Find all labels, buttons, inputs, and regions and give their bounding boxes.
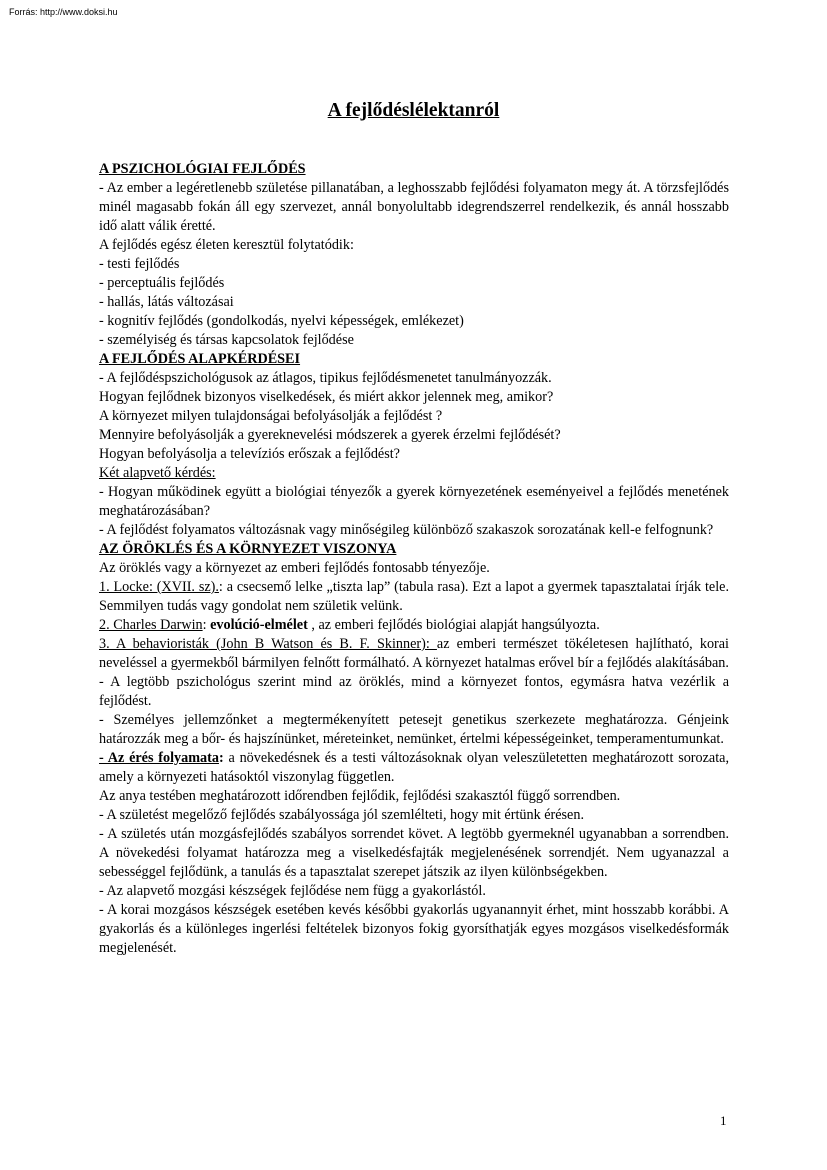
paragraph: - Az ember a legéretlenebb születése pillanatában, a leghosszabb fejlődési folyamaton megy át. A törzsfejlődés minél magasabb fokán áll egy szervezet, annál bonyolultabb idegrendszerrel rendelkezik, és annál hosszabb idő alatt válik éretté.: [99, 180, 729, 234]
paragraph: - Az alapvető mozgási készségek fejlődése nem függ a gyakorlástól.: [99, 883, 486, 899]
darwin-text: , az emberi fejlődés biológiai alapját hangsúlyozta.: [307, 617, 600, 633]
paragraph: - Személyes jellemzőnket a megtermékenyített petesejt genetikus szerkezete meghatározza. Génjeink határozzák meg a bőr- és hajszínünket, méreteinket, nemünket, értelmi képességeinket, temperamentumunkat.: [99, 712, 729, 747]
page-number: 1: [720, 1113, 727, 1128]
subheading: [99, 464, 729, 483]
paragraph: - Hogyan működinek együtt a biológiai tényezők a gyerek környezetének eseményeivel a fejlődés menetének meghatározásában?: [99, 484, 729, 519]
paragraph: Mennyire befolyásolják a gyereknevelési módszerek a gyerek érzelmi fejlődését?: [99, 427, 561, 443]
darwin-bold: evolúció-elmélet: [210, 617, 308, 633]
list-item: - perceptuális fejlődés: [99, 275, 225, 291]
paragraph: A környezet milyen tulajdonságai befolyásolják a fejlődést ?: [99, 408, 443, 424]
paragraph: - A fejlődést folyamatos változásnak vagy minőségileg különböző szakaszok sorozatának kell-e felfognunk?: [99, 522, 714, 538]
paragraph: - A születés után mozgásfejlődés szabályos sorrendet követ. A legtöbb gyermeknél ugyanabban a sorrendben. A növekedési folyamat határozza meg a viselkedésfajták megjelenésének sorrendjét. Nem ugyanazzal a sebességgel fejlődünk, a tanulás és a tapasztalat szerepet játszik az ilyen különbségekben.: [99, 826, 729, 880]
paragraph-darwin: [99, 616, 729, 635]
section-heading-basic-questions: A FEJLŐDÉS ALAPKÉRDÉSEI: [99, 351, 301, 367]
list-item: - személyiség és társas kapcsolatok fejlődése: [99, 332, 354, 348]
paragraph: Hogyan befolyásolja a televíziós erőszak a fejlődést?: [99, 446, 400, 462]
list-item: - testi fejlődés: [99, 256, 180, 272]
behaviorists-text: az emberi természet tökéletesen hajlítható, korai neveléssel a gyermekből bármilyen felnőtt formálható. A környezet hatalmas erővel bír a fejlődés alakításában.: [99, 636, 730, 671]
paragraph-behaviorists: [99, 635, 729, 673]
paragraph: Az anya testében meghatározott időrendben fejlődik, fejlődési szakasztól függő sorrendben.: [99, 788, 621, 804]
page-title: A fejlődéslélektanról: [327, 100, 500, 121]
section-heading-heredity-environment: AZ ÖRÖKLÉS ÉS A KÖRNYEZET VISZONYA: [99, 541, 397, 557]
locke-text: : a csecsemő lelke „tiszta lap” (tabula rasa). Ezt a lapot a gyermek tapasztalatai írják tele. Semmilyen tudás vagy gondolat nem születik velünk.: [99, 579, 729, 614]
maturation-label: - Az érés folyamata: [99, 750, 219, 766]
paragraph: - A születést megelőző fejlődés szabályossága jól szemlélteti, hogy mit értünk érésen.: [99, 807, 584, 823]
behaviorists-label: 3. A behavioristák (John B Watson és B. F. Skinner):: [99, 636, 437, 652]
paragraph-locke: [99, 578, 729, 616]
list-item: - hallás, látás változásai: [99, 294, 234, 310]
darwin-colon: :: [202, 617, 211, 633]
subheading-text: Két alapvető kérdés:: [99, 465, 216, 481]
paragraph: Az öröklés vagy a környezet az emberi fejlődés fontosabb tényezője.: [99, 560, 490, 576]
darwin-label: 2. Charles Darwin: [99, 617, 203, 633]
section-heading-psychological-development: A PSZICHOLÓGIAI FEJLŐDÉS: [99, 161, 306, 177]
paragraph: - A fejlődéspszichológusok az átlagos, tipikus fejlődésmenetet tanulmányozzák.: [99, 370, 552, 386]
list-item: - kognitív fejlődés (gondolkodás, nyelvi képességek, emlékezet): [99, 313, 464, 329]
paragraph: Hogyan fejlődnek bizonyos viselkedések, és miért akkor jelennek meg, amikor?: [99, 389, 554, 405]
locke-label: 1. Locke: (XVII. sz).: [99, 579, 219, 595]
paragraph: - A legtöbb pszichológus szerint mind az öröklés, mind a környezet fontos, egymásra hatva vezérlik a fejlődést.: [99, 674, 729, 709]
maturation-colon: :: [218, 750, 224, 766]
document-body: [99, 160, 729, 958]
paragraph-maturation: [99, 749, 729, 787]
maturation-text: a növekedésnek és a testi változásoknak olyan veleszületetten meghatározott sorozata, amely a környezeti hatásoktól viszonylag független.: [99, 750, 730, 785]
paragraph: - A korai mozgásos készségek esetében kevés későbbi gyakorlás ugyanannyit érhet, mint hosszabb korábbi. A gyakorlás és a különleges ingerlési feltételek bizonyos fokig gyorsíthatják egyes mozgásos viselkedésformák megjelenését.: [99, 902, 729, 956]
source-label: Forrás: http://www.doksi.hu: [9, 7, 118, 17]
paragraph: A fejlődés egész életen keresztül folytatódik:: [99, 237, 354, 253]
